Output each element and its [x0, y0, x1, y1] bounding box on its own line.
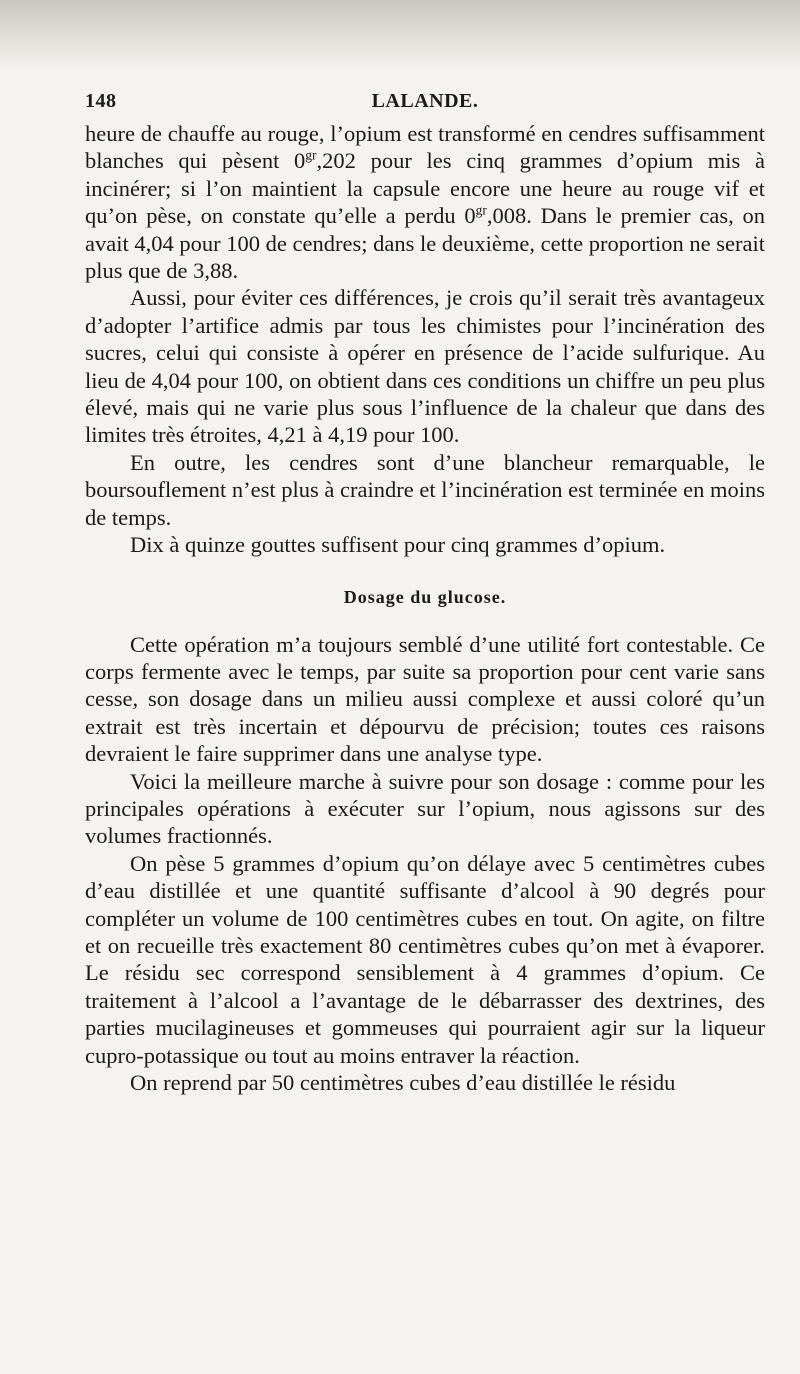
paragraph: Dix à quinze gouttes suffisent pour cinq grammes d’opium.: [130, 532, 666, 558]
body-text: [85, 120, 765, 1096]
paragraph: Cette opération m’a toujours semblé d’une utilité fort contestable. Ce corps fermente avec le temps, par suite sa proportion pour cent varie sans cesse, son dosage dans un milieu aussi complexe et aussi coloré qu’un extrait est très incertain et dépourvu de précision; toutes ces raisons devraient le faire supprimer dans une analyse type.: [85, 631, 765, 767]
unit-superscript: gr: [475, 202, 487, 218]
paragraph: On reprend par 50 centimètres cubes d’eau distillée le résidu: [130, 1070, 676, 1095]
section-heading: Dosage du glucose.: [343, 586, 507, 607]
paragraph: Voici la meilleure marche à suivre pour son dosage : comme pour les principales opérations à exécuter sur l’opium, nous agissons sur des volumes fractionnés.: [85, 768, 765, 849]
paragraph: [85, 120, 765, 284]
paragraph-text: heure de chauffe au rouge, l’opium est transformé en cendres suffisamment blanches qui pèsent 0: [85, 121, 765, 174]
page-edge-shadow: [0, 0, 800, 70]
paragraph-text: ,202 pour les cinq grammes d’opium mis à incinérer; si l’on maintient la capsule encore une heure au rouge vif et qu’on pèse, on constate qu’elle a perdu 0: [85, 148, 765, 229]
paragraph: En outre, les cendres sont d’une blancheur remarquable, le boursouflement n’est plus à craindre et l’incinération est terminée en moins de temps.: [85, 449, 765, 530]
paragraph: On pèse 5 grammes d’opium qu’on délaye avec 5 centimètres cubes d’eau distillée et une quantité suffisante d’alcool à 90 degrés pour compléter un volume de 100 centimètres cubes en tout. On agite, on filtre et on recueille très exactement 80 centimètres cubes qu’on met à évaporer. Le résidu sec correspond sensiblement à 4 grammes d’opium. Ce traitement à l’alcool a l’avantage de le débarrasser des dextrines, des parties mucilagineuses et gommeuses qui pourraient agir sur la liqueur cupro-potassique ou tout au moins entraver la réaction.: [85, 850, 765, 1068]
page-header: [85, 90, 765, 114]
page-number: 148: [85, 90, 117, 112]
paragraph-text: ,008. Dans le premier cas, on avait 4,04 pour 100 de cendres; dans le deuxième, cette proportion ne serait plus que de 3,88.: [85, 203, 766, 284]
unit-superscript: gr: [305, 147, 317, 163]
paragraph: Aussi, pour éviter ces différences, je crois qu’il serait très avantageux d’adopter l’artifice admis par tous les chimistes pour l’incinération des sucres, celui qui consiste à opérer en présence de l’acide sulfurique. Au lieu de 4,04 pour 100, on obtient dans ces conditions un chiffre un peu plus élevé, mais qui ne varie plus sous l’influence de la chaleur que dans des limites très étroites, 4,21 à 4,19 pour 100.: [85, 285, 765, 448]
running-title: LALANDE.: [371, 90, 479, 112]
